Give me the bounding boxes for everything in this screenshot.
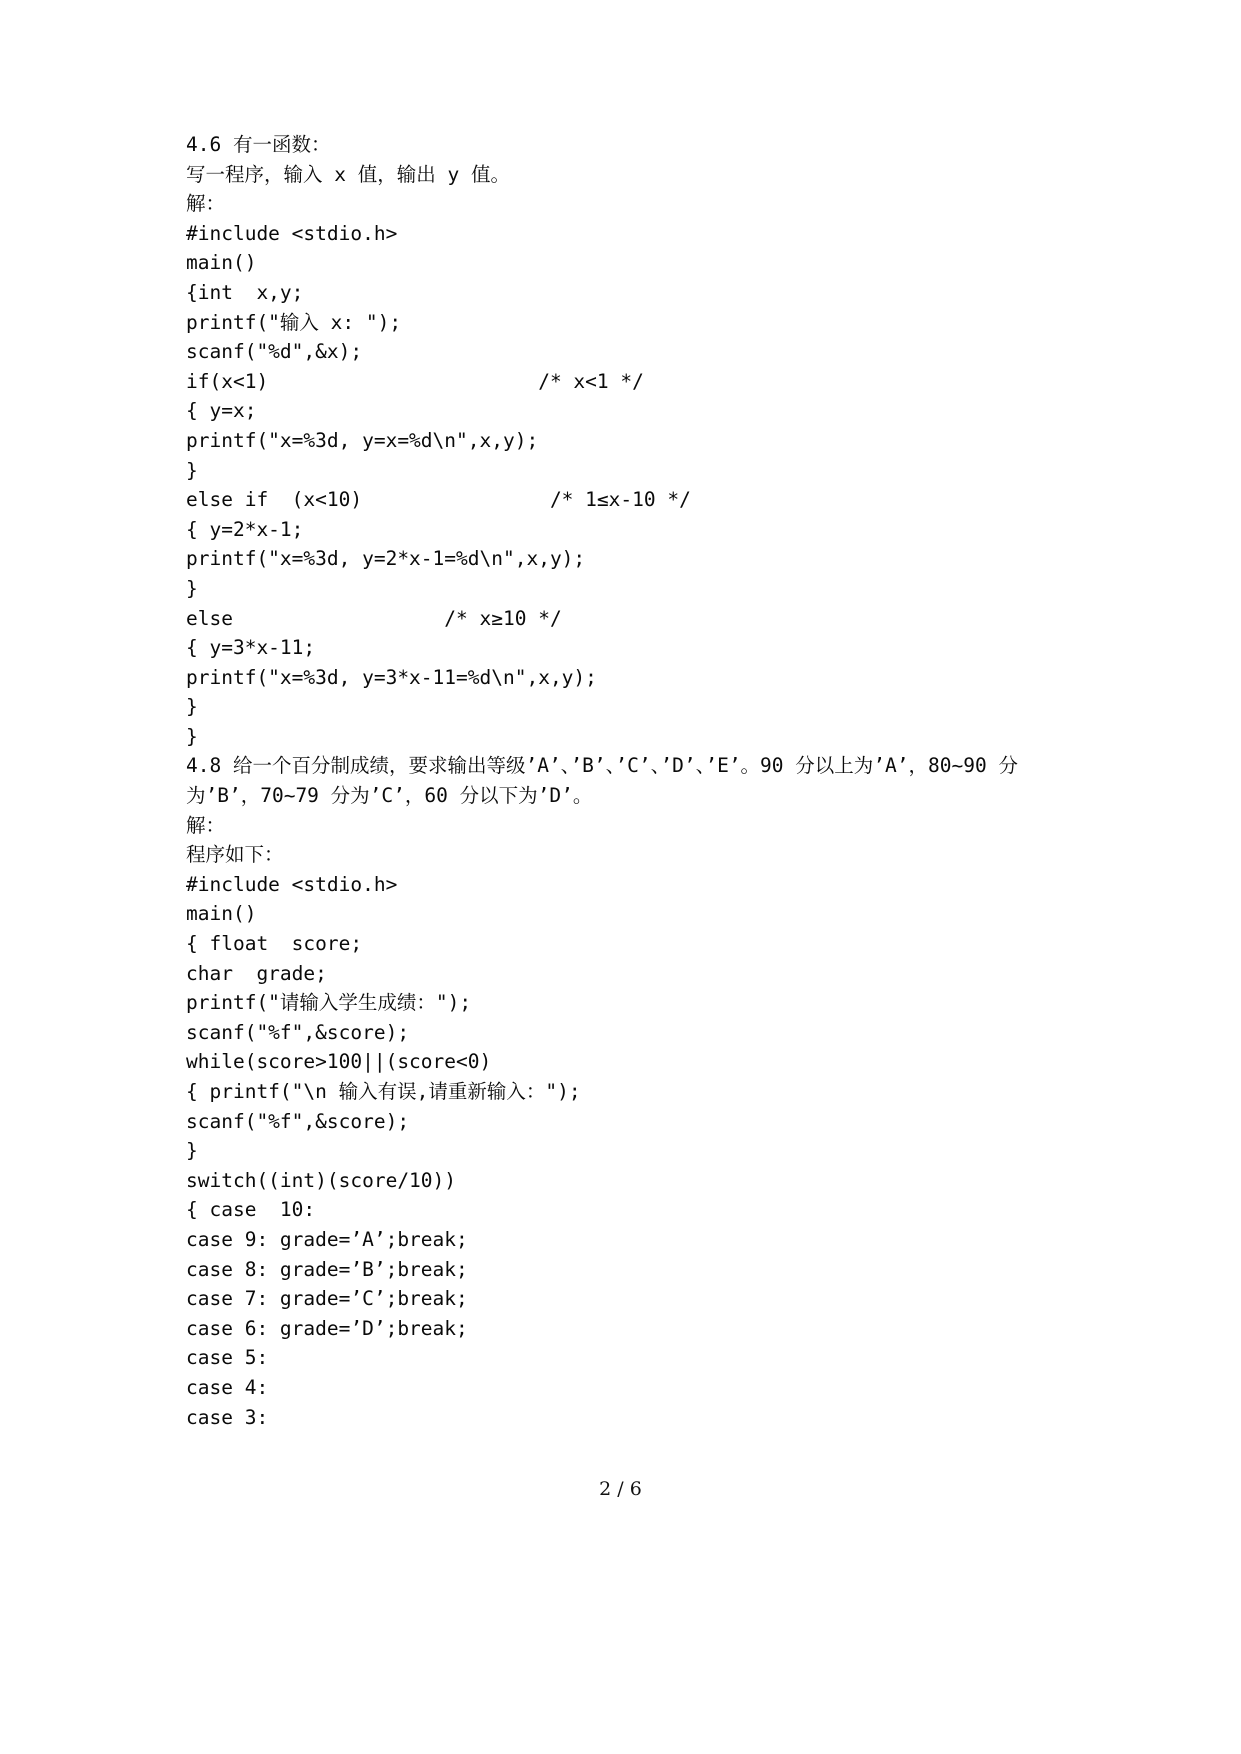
- code-line: }: [186, 576, 198, 600]
- text-line: 4.6 有一函数：: [186, 133, 331, 156]
- code-line: { y=x;: [186, 399, 257, 423]
- code-line: case 5:: [186, 1346, 269, 1370]
- code-line: scanf("%f",&score);: [186, 1020, 410, 1044]
- page-number: 2 / 6: [599, 1478, 642, 1500]
- code-line: }: [186, 458, 198, 482]
- code-line: else if (x<10) /* 1≤x-10 */: [186, 488, 691, 512]
- code-line: printf("x=%3d, y=3*x-11=%d\n",x,y);: [186, 665, 597, 689]
- code-line: scanf("%d",&x);: [186, 340, 363, 364]
- code-line: { y=3*x-11;: [186, 636, 316, 660]
- code-line: switch((int)(score/10)): [186, 1168, 457, 1192]
- code-line: main(): [186, 251, 257, 275]
- document-body: [186, 130, 1066, 1432]
- text-line: 解：: [186, 813, 226, 837]
- code-line: case 8: grade=’B’;break;: [186, 1257, 468, 1281]
- code-line: case 9: grade=’A’;break;: [186, 1227, 468, 1251]
- text-line: 解：: [186, 192, 226, 216]
- code-line: char grade;: [186, 961, 327, 985]
- code-line: case 7: grade=’C’;break;: [186, 1287, 468, 1311]
- text-line: 4.8 给一个百分制成绩，要求输出等级’A’、’B’、’C’、’D’、’E’。90 分以上为’A’，80~90 分为’B’，70~79 分为’C’，60 分以下为’D’。: [186, 754, 1018, 808]
- text-line: 程序如下：: [186, 843, 284, 867]
- code-line: case 6: grade=’D’;break;: [186, 1316, 468, 1340]
- code-line: scanf("%f",&score);: [186, 1109, 410, 1133]
- code-line: { case 10:: [186, 1198, 316, 1222]
- code-line: #include <stdio.h>: [186, 872, 398, 896]
- code-line: }: [186, 724, 198, 748]
- code-line: if(x<1) /* x<1 */: [186, 369, 644, 393]
- code-line: { y=2*x-1;: [186, 517, 304, 541]
- code-line: printf("x=%3d, y=2*x-1=%d\n",x,y);: [186, 547, 586, 571]
- code-line: { float score;: [186, 932, 363, 956]
- code-line: printf("x=%3d, y=x=%d\n",x,y);: [186, 428, 539, 452]
- code-line: printf("请输入学生成绩：");: [186, 991, 472, 1015]
- code-line: }: [186, 695, 198, 719]
- code-line: while(score>100||(score<0): [186, 1050, 492, 1074]
- code-line: }: [186, 1139, 198, 1163]
- code-line: case 4:: [186, 1375, 269, 1399]
- code-line: {int x,y;: [186, 280, 304, 304]
- code-line: { printf("\n 输入有误,请重新输入：");: [186, 1080, 581, 1103]
- code-line: main(): [186, 902, 257, 926]
- code-line: #include <stdio.h>: [186, 221, 398, 245]
- code-line: case 3:: [186, 1405, 269, 1429]
- code-line: printf("输入 x: ");: [186, 310, 402, 334]
- code-line: else /* x≥10 */: [186, 606, 562, 630]
- text-line: 写一程序，输入 x 值，输出 y 值。: [186, 162, 510, 186]
